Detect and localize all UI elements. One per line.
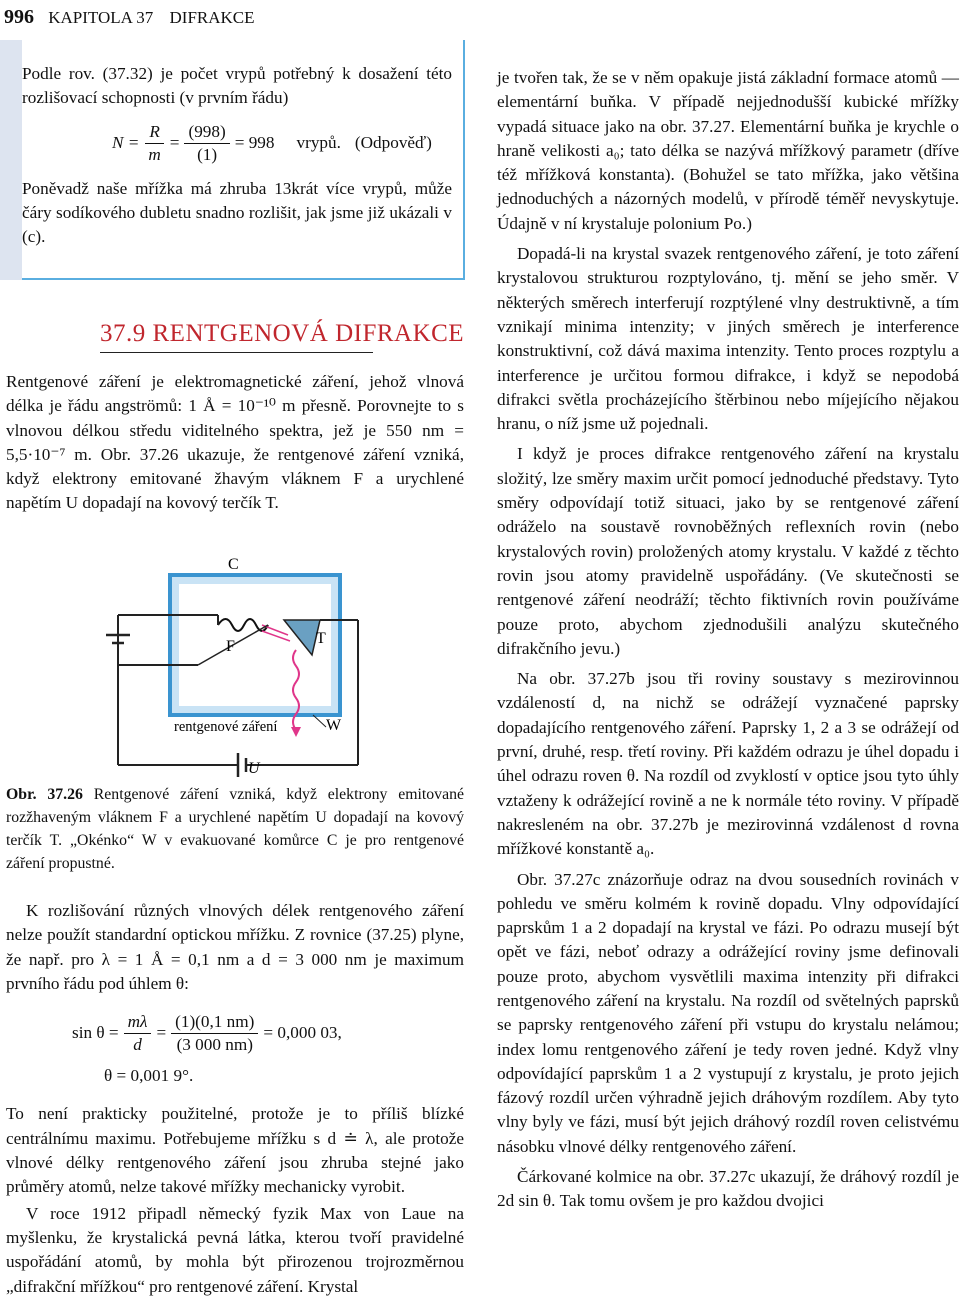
section-underline	[100, 352, 373, 353]
right-para-1: je tvořen tak, že se v něm opakuje jistá základní formace atomů — elementární buňka. V případě nejjednodušší kubické mřížky vypadá situace jako na obr. 37.27. Elementární buňka je krychle o hraně velikosti a₀; tato délka se nazývá mřížkový parametr (dříve též mřížková konstanta). (Bohužel se tato mřížka, jako většina jednoduchých a názorných modelů, v přírodě téměř nevyskytuje. Údajně v ní krystaluje polonium Po.)	[497, 68, 959, 233]
eq-frac1: $\frac{R}{m}$	[144, 121, 164, 166]
chapter-label: KAPITOLA 37	[48, 8, 154, 27]
eq-unit: vrypů.	[296, 133, 341, 153]
label-t: T	[316, 630, 326, 647]
figure-caption	[6, 783, 464, 875]
section-name: RENTGENOVÁ DIFRAKCE	[152, 320, 465, 347]
right-para-5: Obr. 37.27c znázorňuje odraz na dvou sousedních rovinách v pohledu ve směru kolmém k rovině dopadu. Vlny odpovídající paprskům 1 a 2 dopadají na krystal ve fázi. Po odrazu musejí být opět ve fázi, neboť odrazy a odrážející roviny jsme definovali pouze proto, abychom vysvětlili maxima intenzity při difrakci rentgenového záření na krystalu. Na rozdíl od světelných paprsků se paprsky rentgenového záření při vstupu do krystalu nelámou; index lomu rentgenového záření je tedy roven jedné. Když vlny odpovídající paprskům 1 a 2 vystupují z krystalu, je proto jejich fázový rozdíl určen výhradně jejich dráhovým rozdílem. Aby tyto vlny byly ve fázi, musí být jejich dráhový rozdíl roven celistvému násobku vlnové délky rentgenového záření.	[497, 869, 959, 1156]
equation-sin-theta: sin θ = $\frac{m\lambda}{d}$ = $\frac{(1)(0,1 nm)}{(3 000 nm)}$ = 0,000 03,	[72, 1011, 342, 1054]
left-para-1: Rentgenové záření je elektromagnetické záření, jehož vlnová délka je řádu angströmů: 1 Å = 10⁻¹⁰ m přesně. Porovnejte to s vlnovou délkou středu viditelného spektra, jež je 550 nm = 5,5·10⁻⁷ m. Obr. 37.26 ukazuje, že rentgenové záření vzniká, když elektrony emitované žhavým vláknem F a urychlené napětím U dopadají na kovový terčík T.	[6, 372, 464, 513]
eq-frac2: $\frac{(998)}{(1)}$	[184, 121, 229, 166]
example-intro: Podle rov. (37.32) je počet vrypů potřebný k dosažení této rozlišovací schopnosti (v prvním řádu)	[22, 64, 452, 108]
eq-answer: (Odpověď)	[354, 133, 432, 153]
left-para-3: To není prakticky použitelné, protože je to příliš blízké centrálnímu maximu. Potřebujeme mřížku s d ≐ λ, ale protože vlnové délky rentgenového záření jsou zhruba stejné jako průměry atomů, nelze takové mřížky mechanicky vyrobit.	[6, 1104, 464, 1197]
label-w: W	[326, 717, 342, 734]
example-equation: N = $\frac{R}{m}$ = $\frac{(998)}{(1)}$ = 998 vrypů. (Odpověď)	[112, 122, 432, 165]
right-para-4: Na obr. 37.27b jsou tři roviny soustavy s mezirovinnou vzdáleností d, na nichž se odrážejí vyznačené paprsky dopadajícího rentgenového záření. Paprsky 1, 2 a 3 se odrážejí od první, druhé, resp. třetí roviny. Při každém odrazu je úhel dopadu i úhel odrazu roven θ. Na rozdíl od zvyklostí v optice jsou tyto úhly vztaženy k odrážející rovině a ne k normále této roviny. V případě nakresleném na obr. 37.27b je mezirovinná vzdálenost d rovna mřížkové konstantě a₀.	[497, 669, 959, 859]
equation-theta: θ = 0,001 9°.	[104, 1066, 194, 1086]
label-xray: rentgenové záření	[174, 719, 278, 735]
caption-text: Rentgenové záření vzniká, když elektrony emitované rozžhaveným vláknem F a urychlené napětím U dopadají na kovový terčík T. „Okénko“ W v evakuované komůrce C je pro rentgenové záření propustné.	[6, 786, 465, 872]
right-para-3: I když je proces difrakce rentgenového záření na krystalu složitý, lze směry maxim určit pomocí jednoduché představy. Tyto směry odpovídají totiž situaci, jako by se rentgenové záření odráželo na soustavě rovnoběžných reflexních rovin (nebo krystalových rovin) proložených atomy krystalu. V každé z těchto rovin jsou atomy pravidelně uspořádány. (Ve skutečnosti se rentgenové záření neodráží; těchto fiktivních rovin používáme pouze proto, abychom zjednodušili analýzu skutečného difrakčního jevu.)	[497, 444, 959, 658]
section-number: 37.9	[100, 320, 146, 347]
right-column	[497, 66, 959, 1214]
page-number: 996	[4, 6, 34, 28]
right-para-2: Dopadá-li na krystal svazek rentgenového záření, je toto záření krystalovou strukturou rozptylováno, tj. mění se jeho směr. V některých směrech interferují rozptýlené vlny destruktivně, a tím vznikají minima intenzity; v jiných směrech je interference konstruktivní, což dává maxima intenzity. Tento proces rozptylu a interference je určitou formou difrakce, i když se nepodobá difrakci světla procházejícího štěrbinou nebo míjejícího nějakou hranu, o níž jsme už pojednali.	[497, 244, 959, 434]
example-conclusion: Poněvadž naše mřížka má zhruba 13krát více vrypů, může čáry sodíkového dubletu snadno rozlišit, jak jsme již ukázali v (c).	[22, 178, 452, 247]
example-content	[22, 62, 452, 249]
section-title	[100, 320, 464, 348]
chapter-title: DIFRAKCE	[169, 8, 255, 27]
left-para-2: K rozlišování různých vlnových délek rentgenového záření nelze použít standardní optickou mřížku. Z rovnice (37.25) plyne, že např. pro λ = 1 Å = 0,1 nm a d = 3 000 nm je maximum prvního řádu pod úhlem θ: sin θ = $\frac{m\lambda}{d}$ = $\frac{(1)(0,1 nm)}{(3 000 nm)}$ = 0,000 03, θ = 0,001 9°. To není prakticky použitelné, protože je to příliš blízké centrálnímu maximu. Potřebujeme mřížku s d ≐ λ, ale protože vlnové délky rentgenového záření jsou zhruba stejné jako průměry atomů, nelze takové mřížky mechanicky vyrobit. V roce 1912 připadl německý fyzik Max von Laue na myšlenku, že krystalická pevná látka, kterou tvoří pravidelné uspořádání atomů, by mohla být přirozenou trojrozměrnou „difrakční mřížkou“ pro rentgenové záření. Krystal	[6, 899, 464, 1299]
example-side-band	[0, 40, 22, 280]
label-u: U	[248, 760, 260, 777]
left-para-4: V roce 1912 připadl německý fyzik Max von Laue na myšlenku, že krystalická pevná látka, kterou tvoří pravidelné uspořádání atomů, by mohla být přirozenou trojrozměrnou „difrakční mřížkou“ pro rentgenové záření. Krystal	[6, 1203, 464, 1296]
label-f: F	[226, 638, 235, 655]
eq-lhs: N =	[112, 133, 140, 153]
label-c: C	[228, 556, 239, 573]
eq-result: = 998	[234, 133, 275, 153]
page-header	[4, 2, 956, 32]
caption-label: Obr. 37.26	[6, 786, 83, 803]
figure-37-26	[98, 555, 398, 780]
right-para-6: Čárkované kolmice na obr. 37.27c ukazují, že dráhový rozdíl je 2d sin θ. Tak tomu ovšem je pro každou dvojici	[497, 1167, 959, 1211]
